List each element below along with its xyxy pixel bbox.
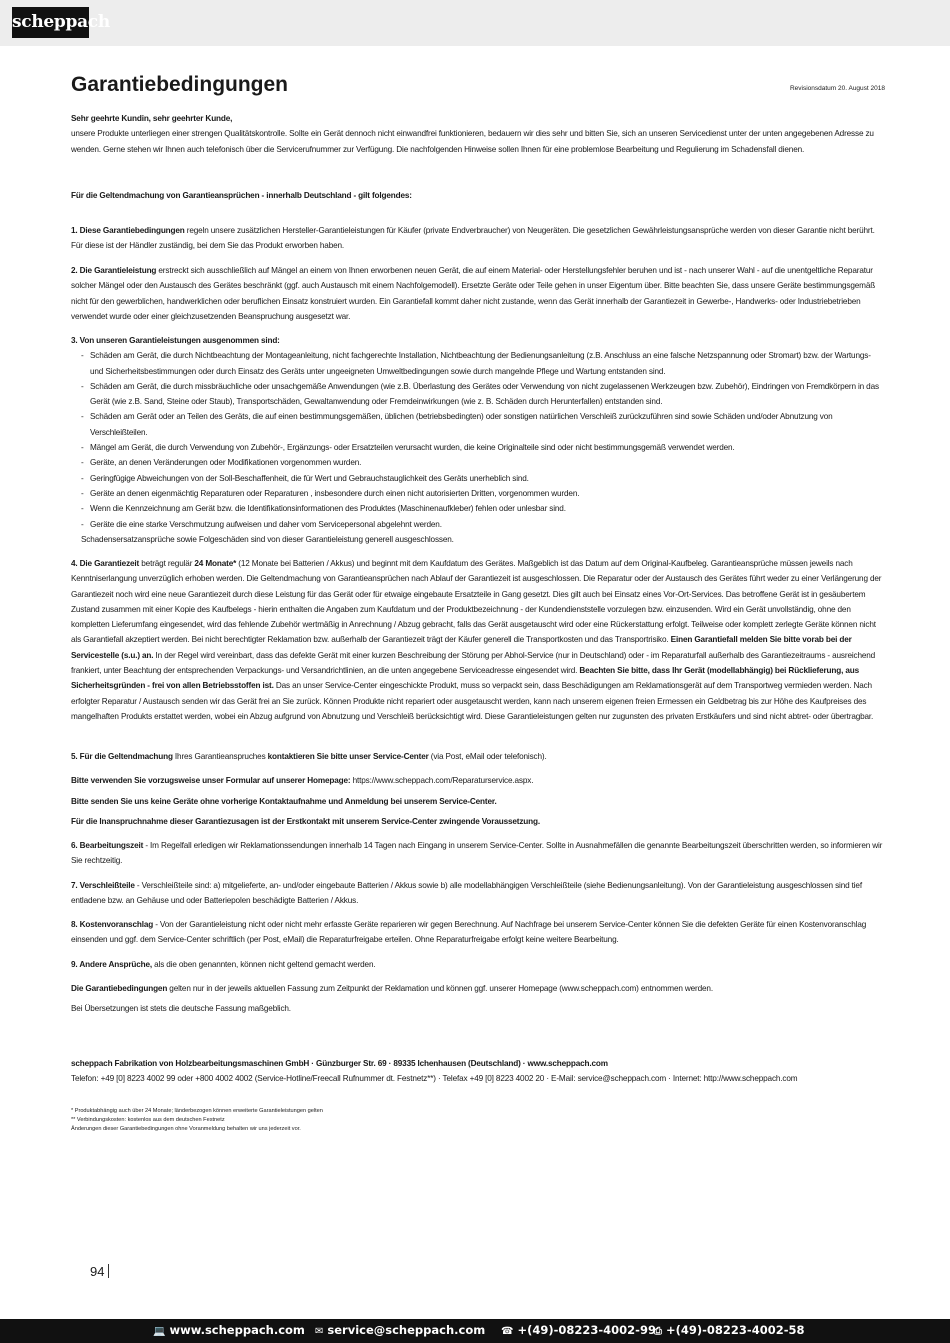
validity-block bbox=[71, 981, 886, 996]
list-item: - Geräte die eine starke Verschmutzung aufweisen und daher vom Servicepersonal abgelehnt werden. bbox=[71, 517, 886, 532]
page-number bbox=[90, 1264, 109, 1279]
section-9-text: als die oben genannten, können nicht geltend gemacht werden. bbox=[152, 960, 376, 969]
section-6-label: 6. Bearbeitungszeit bbox=[71, 841, 144, 850]
section-1 bbox=[71, 223, 886, 254]
fax-icon: ⎙ bbox=[654, 1326, 662, 1337]
first-contact-block bbox=[71, 814, 886, 829]
preferred-form-label: Bitte verwenden Sie vorzugsweise unser Formular auf unserer Homepage: bbox=[71, 776, 351, 785]
computer-icon: 💻 bbox=[153, 1326, 166, 1337]
section-4-label: 4. Die Garantiezeit bbox=[71, 559, 140, 568]
first-contact-notice: Für die Inanspruchnahme dieser Garantiezusagen ist der Erstkontakt mit unserem Service-Center zwingende Voraussetzung. bbox=[71, 817, 540, 826]
section-9-label: 9. Andere Ansprüche, bbox=[71, 960, 153, 969]
exclusion-list bbox=[71, 348, 886, 532]
no-shipment-notice: Bitte senden Sie uns keine Geräte ohne vorherige Kontaktaufnahme und Anmeldung bei unserem Service-Center. bbox=[71, 797, 497, 806]
scheppach-logo: scheppach bbox=[12, 7, 89, 38]
email-address: service@scheppach.com bbox=[327, 1323, 486, 1337]
list-item: - Schäden am Gerät, die durch Nichtbeachtung der Montageanleitung, nicht fachgerechte Installation, Nichtbeachtung der Bedienungsanleitung (z.B. Anschluss an eine falsche Netzspannung oder Stromart) bzw. der Wartungs- und Sicherheitsbestimmungen oder durch Einsatz des Geräts unter ungeeigneten Umweltbedingungen sowie durch mangelnde Pflege und Wartung entstanden sind. bbox=[71, 348, 886, 379]
revision-date: Revisionsdatum 20. August 2018 bbox=[789, 85, 885, 92]
list-item: - Geringfügige Abweichungen von der Soll-Beschaffenheit, die für Wert und Gebrauchstauglichkeit des Geräts unerheblich sind. bbox=[71, 471, 886, 486]
company-block bbox=[71, 1056, 886, 1087]
section-4 bbox=[71, 556, 886, 724]
repair-service-link[interactable]: https://www.scheppach.com/Reparaturservice.aspx. bbox=[350, 776, 534, 785]
list-item: - Wenn die Kennzeichnung am Gerät bzw. die Identifikationsinformationen des Produktes (Maschinenaufkleber) fehlen oder unlesbar sind. bbox=[71, 501, 886, 516]
list-item: - Geräte, an denen Veränderungen oder Modifikationen vorgenommen wurden. bbox=[71, 455, 886, 470]
page-number-divider bbox=[108, 1264, 109, 1278]
section-7 bbox=[71, 878, 886, 909]
footnotes bbox=[71, 1107, 886, 1134]
list-item: - Mängel am Gerät, die durch Verwendung von Zubehör-, Ergänzungs- oder Ersatzteilen verursacht wurden, die keine Originalteile sind oder nicht bestimmungsgemäß verwendet werden. bbox=[71, 440, 886, 455]
page-number-value: 94 bbox=[90, 1264, 105, 1279]
greeting-block bbox=[71, 111, 886, 157]
section-8-text: - Von der Garantieleistung nicht oder nicht mehr erfasste Geräte reparieren wir gegen Berechnung. Auf Nachfrage bei unserem Service-Center können Sie die defekten Geräte für einen Kostenvoranschlag einsenden und ggf. dem Service-Center schriftlich (per Post, eMail) die Reparaturfreigabe erteilen. Ohne Reparaturfreigabe erfolgt keine weitere Bearbeitung. bbox=[71, 920, 867, 945]
translation-block bbox=[71, 1001, 886, 1016]
section-5-text: (via Post, eMail oder telefonisch). bbox=[428, 752, 547, 761]
validity-label: Die Garantiebedingungen bbox=[71, 984, 168, 993]
fax-number: +(49)-08223-4002-58 bbox=[666, 1323, 805, 1337]
section-9 bbox=[71, 957, 886, 972]
translation-note: Bei Übersetzungen ist stets die deutsche Fassung maßgeblich. bbox=[71, 1004, 291, 1013]
section-6 bbox=[71, 838, 886, 869]
preferred-form bbox=[71, 773, 886, 788]
section-2-text: erstreckt sich ausschließlich auf Mängel an einem von Ihnen erworbenen neuen Gerät, die auf einem Material- oder Herstellungsfehler beruhen und ist - nach unserer Wahl - auf die unentgeltliche Reparatur solcher Mängel oder den Austausch des Gerätes beschränkt (ggf. auch Austausch mit einem Nachfolgemodell). Ersetzte Geräte oder Teile gehen in unser Eigentum über. Bitte beachten Sie, dass unsere Geräte bestimmungsgemäß nicht für den gewerblichen, handwerklichen oder beruflichen Einsatz konstruiert wurden. Ein Garantiefall kommt daher nicht zustande, wenn das Gerät innerhalb der Garantiezeit in Gewerbe-, Handwerks- oder Industriebetrieben verwendet wurde oder einer gleichzusetzenden Beanspruchung ausgesetzt war. bbox=[71, 266, 876, 321]
section-6-text: - Im Regelfall erledigen wir Reklamationssendungen innerhalb 14 Tagen nach Eingang in unserem Service-Center. Sollte in Ausnahmefällen die genannte Bearbeitungszeit überschritten werden, so informieren wir Sie rechtzeitig. bbox=[71, 841, 883, 866]
section-7-text: - Verschleißteile sind: a) mitgelieferte, an- und/oder eingebaute Batterien / Akkus sowie b) alle modellabhängigen Verschleißteile (siehe Bedienungsanleitung). Von der Garantieleistung ausgeschlossen sind tief entladene bzw. an Gehäuse und oder Batteriepolen beschädigte Batterien / Akkus. bbox=[71, 881, 862, 906]
email-contact[interactable] bbox=[315, 1319, 485, 1343]
warranty-period: 24 Monate* bbox=[194, 559, 237, 568]
section-5-label: 5. Für die Geltendmachung bbox=[71, 752, 173, 761]
section-4-text: In der Regel wird vereinbart, dass das defekte Gerät mit einer kurzen Beschreibung der Störung per Abhol-Service (nur in Deutschland) oder - im Reparaturfall außerhalb des Garantiezeitraums - ausreichend frankiert, unter Beachtung der entsprechenden Verpackungs- und Versandrichtlinien, an die unten angegebene Serviceadresse eingesendet wird. bbox=[71, 650, 876, 676]
section-5 bbox=[71, 749, 886, 764]
header-bar bbox=[0, 0, 950, 46]
web-contact[interactable] bbox=[153, 1319, 305, 1343]
scope-heading-block bbox=[71, 188, 886, 203]
list-item: - Geräte an denen eigenmächtig Reparaturen oder Reparaturen , insbesondere durch einen nicht autorisierten Dritten, vorgenommen wurden. bbox=[71, 486, 886, 501]
section-5-notice: kontaktieren Sie bitte unser Service-Center bbox=[267, 752, 429, 761]
footnote: Änderungen dieser Garantiebedingungen ohne Voranmeldung behalten wir uns jederzeit vor. bbox=[71, 1126, 301, 1132]
list-item: - Schäden am Gerät oder an Teilen des Geräts, die auf einen bestimmungsgemäßen, üblichen (betriebsbedingten) oder sonstigen natürlichen Verschleiß zurückzuführen sind sowie Schäden und/oder Abnutzung von Verschleißteilen. bbox=[71, 409, 886, 440]
validity-text: gelten nur in der jeweils aktuellen Fassung zum Zeitpunkt der Reklamation und können ggf. unserer Homepage (www.scheppach.com) entnommen werden. bbox=[167, 984, 713, 993]
footnote: ** Verbindungskosten: kostenlos aus dem deutschen Festnetz bbox=[71, 1117, 225, 1123]
phone-icon: ☎ bbox=[501, 1326, 514, 1337]
section-3 bbox=[71, 333, 886, 547]
section-3-tail: Schadensersatzansprüche sowie Folgeschäden sind von dieser Garantieleistung generell ausgeschlossen. bbox=[81, 534, 454, 544]
web-address: www.scheppach.com bbox=[169, 1323, 305, 1337]
section-2-label: 2. Die Garantieleistung bbox=[71, 266, 157, 275]
section-4-text: beträgt regulär bbox=[139, 559, 195, 568]
company-contact: Telefon: +49 [0] 8223 4002 99 oder +800 4002 4002 (Service-Hotline/Freecall Rufnummer dt. Festnetz**) · Telefax +49 [0] 8223 4002 20 · E-Mail: service@scheppach.com · Internet: http://www.scheppach.com bbox=[71, 1074, 798, 1084]
section-4-notice: Beachten Sie bitte, dass Ihr Gerät (modellabhängig) bei Rücklieferung, aus Sicherheitsgründen - frei von allen Betriebsstoffen ist. bbox=[71, 666, 859, 691]
scope-heading: Für die Geltendmachung von Garantieansprüchen - innerhalb Deutschland - gilt folgendes: bbox=[71, 191, 412, 200]
section-1-label: 1. Diese Garantiebedingungen bbox=[71, 226, 185, 235]
section-7-label: 7. Verschleißteile bbox=[71, 881, 135, 890]
section-8 bbox=[71, 917, 886, 948]
intro-paragraph: unsere Produkte unterliegen einer strengen Qualitätskontrolle. Sollte ein Gerät dennoch nicht einwandfrei funktionieren, bedauern wir dies sehr und bitten Sie, sich an unseren Servicedienst unter der unten angegebenen Adresse zu wenden. Gerne stehen wir Ihnen auch telefonisch über die Servicerufnummer zur Verfügung. Die nachfolgenden Hinweise sollen Ihnen für eine problemlose Bearbeitung und Regulierung im Schadensfall dienen. bbox=[71, 129, 874, 154]
section-5-text: Ihres Garantieanspruches bbox=[172, 752, 268, 761]
section-1-text: regeln unsere zusätzlichen Hersteller-Garantieleistungen für Käufer (private Endverbraucher) von Neugeräten. Die gesetzlichen Gewährleistungsansprüche werden von dieser Garantie nicht berührt. Für diese ist der Händler zuständig, bei dem Sie das Produkt erworben haben. bbox=[71, 226, 875, 251]
no-shipment-notice-block bbox=[71, 794, 886, 809]
mail-icon: ✉ bbox=[315, 1326, 324, 1337]
section-3-heading: 3. Von unseren Garantieleistungen ausgenommen sind: bbox=[71, 336, 280, 345]
company-address: scheppach Fabrikation von Holzbearbeitungsmaschinen GmbH · Günzburger Str. 69 · 89335 Ichenhausen (Deutschland) · www.scheppach.com bbox=[71, 1059, 608, 1068]
section-4-text: Das an unser Service-Center eingeschickte Produkt, muss so verpackt sein, dass Beschädigungen am Reklamationsgerät auf dem Transportweg vermieden werden. Nach erfolgter Reparatur / Austausch senden wir das Gerät frei an Sie zurück. Können Produkte nicht repariert oder ausgetauscht werden, kann nach unserem eigenen freien Ermessen ein Geldbetrag bis zur Höhe des Kaufpreises des mangelhaften Produkts erstattet werden, wobei ein Abzug aufgrund von Abnutzung und Verschleiß berücksichtigt wird. Diese Garantieleistungen gelten nur zugunsten des privaten Erstkäufers und sind nicht abtret- oder übertragbar. bbox=[71, 681, 874, 721]
phone-contact[interactable] bbox=[501, 1319, 656, 1343]
greeting: Sehr geehrte Kundin, sehr geehrter Kunde, bbox=[71, 114, 233, 123]
contact-bar bbox=[0, 1319, 950, 1343]
section-2 bbox=[71, 263, 886, 324]
footnote: * Produktabhängig auch über 24 Monate; länderbezogen können erweiterte Garantieleistungen gelten bbox=[71, 1108, 323, 1114]
list-item: - Schäden am Gerät, die durch missbräuchliche oder unsachgemäße Anwendungen (wie z.B. Überlastung des Gerätes oder Verwendung von nicht zugelassenen Werkzeugen bzw. Zubehör), Eindringen von Fremdkörpern in das Gerät (wie z.B. Sand, Steine oder Staub), Transportschäden, Gewaltanwendung oder Fremdeinwirkungen (wie z. B. Schäden durch Herunterfallen) entstanden sind. bbox=[71, 379, 886, 410]
page-title: Garantiebedingungen bbox=[71, 73, 289, 96]
fax-contact[interactable] bbox=[654, 1319, 805, 1343]
section-8-label: 8. Kostenvoranschlag bbox=[71, 920, 154, 929]
section-4-notice: Einen Garantiefall melden Sie bitte vorab bei der Servicestelle (s.u.) an. bbox=[71, 635, 852, 660]
section-4-text: (12 Monate bei Batterien / Akkus) und beginnt mit dem Kaufdatum des Gerätes. Maßgeblich ist das Datum auf dem Original-Kaufbeleg. Garantieansprüche müssen jeweils nach Kenntniserlangung unverzüglich erhoben werden. Die Geltendmachung von Garantieansprüchen nach Ablauf der Garantiezeit ist ausgeschlossen. Die Reparatur oder der Austausch des Gerätes führt weder zu einer Verlängerung der Garantiezeit noch wird eine neue Garantiezeit durch diese Leistung für das Gerät oder für etwaige eingebaute Ersatzteile in Gang gesetzt. Dies gilt auch bei Einsatz eines Vor-Ort-Services. Das betroffene Gerät ist in gesäubertem Zustand zusammen mit einer Kopie des Kaufbelegs - hierin enthalten die Angaben zum Kaufdatum und der Produktbezeichnung - der Kundendienststelle vorzulegen bzw. einzusenden. Wird ein Gerät unvollständig, ohne den kompletten Lieferumfang eingesendet, wird das fehlende Zubehör wertmäßig in Anrechnung / Abzug gebracht, falls das Gerät ausgetauscht wird oder eine Rückerstattung erfolgt. Teilweise oder komplett zerlegte Geräte können nicht als Garantiefall akzeptiert werden. Bei nicht berechtigter Reklamation bzw. außerhalb der Garantiezeit trägt der Käufer generell die Transportkosten und das Transportrisiko. bbox=[71, 559, 882, 645]
phone-number: +(49)-08223-4002-99 bbox=[517, 1323, 656, 1337]
